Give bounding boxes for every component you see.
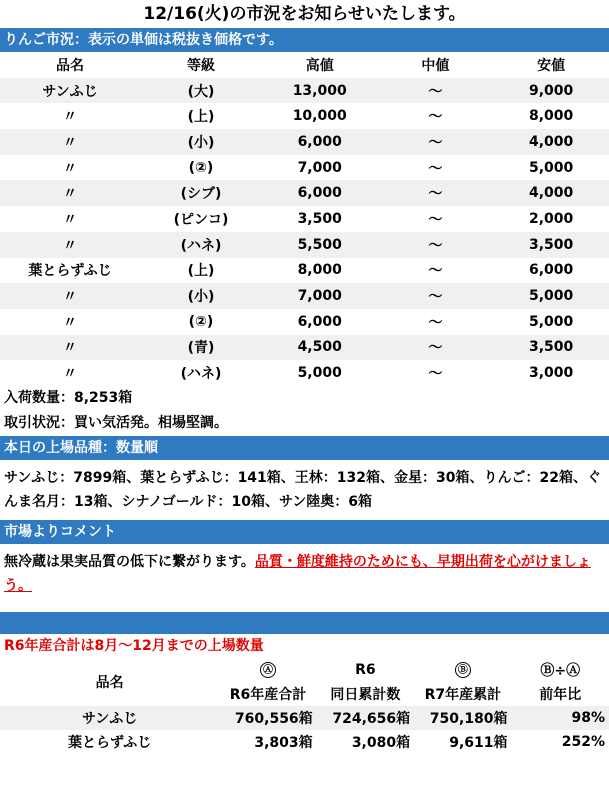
cell-mid: ～ — [428, 366, 443, 383]
cell-grade: (シブ) — [140, 180, 262, 206]
cell-low: 4,000 — [493, 129, 609, 155]
table-row — [0, 730, 609, 754]
apple-market-header: りんご市況：表示の単価は税抜き価格です。 — [0, 28, 609, 52]
summary-cell-ratio: 98% — [512, 706, 609, 730]
cell-mid: ～ — [378, 129, 494, 155]
summary-table — [0, 658, 609, 754]
cell-mid: ～ — [428, 211, 443, 228]
table-row — [0, 706, 609, 730]
table-row — [0, 155, 609, 181]
table-row — [0, 103, 609, 129]
varieties-text: サンふじ：7899箱、葉とらずふじ：141箱、王林：132箱、金星：30箱、りんご：22箱、ぐんま名月：13箱、シナノゴールド：10箱、サン陸奥：6箱 — [4, 469, 601, 510]
circled-b-icon: Ⓑ — [455, 662, 471, 678]
cell-low: 3,000 — [528, 365, 574, 382]
cell-grade: (ハネ) — [180, 366, 222, 383]
cell-mid: ～ — [378, 335, 494, 361]
header-high: 高値 — [305, 57, 334, 74]
cell-grade: (ピンコ) — [173, 211, 229, 228]
varieties-header: 本日の上場品種：数量順 — [0, 436, 609, 460]
cell-grade: (上) — [187, 263, 215, 280]
summary-cell-ratio: 252% — [561, 733, 605, 750]
page-title: 12/16(火)の市況をお知らせいたします。 — [143, 4, 466, 24]
table-row — [0, 180, 609, 206]
comment-text-highlight: 品質・鮮度維持のためにも、早期出荷を心がけましょう。 — [4, 553, 591, 594]
cell-mid: ～ — [378, 180, 494, 206]
table-row — [0, 335, 609, 361]
table-row — [0, 129, 609, 155]
cell-low: 6,000 — [528, 262, 574, 279]
comment-text — [0, 544, 609, 604]
cell-name: 〃 — [63, 109, 78, 126]
header-grade: 等級 — [186, 57, 215, 74]
price-table — [0, 52, 609, 386]
cell-mid: ～ — [428, 263, 443, 280]
header-low: 安値 — [537, 57, 566, 74]
cell-low: 5,000 — [493, 283, 609, 309]
summary-header-col2: 同日累計数 — [330, 686, 401, 703]
summary-header-col4-top: Ⓑ÷Ⓐ — [540, 662, 581, 679]
cell-name: サンふじ — [0, 78, 140, 104]
cell-high: 5,500 — [262, 232, 378, 258]
cell-low: 5,000 — [528, 159, 574, 176]
table-row — [0, 258, 609, 284]
cell-mid: ～ — [428, 160, 443, 177]
cell-grade: (小) — [140, 129, 262, 155]
cell-high: 5,000 — [297, 365, 342, 382]
table-row — [0, 232, 609, 258]
summary-header-col4: 前年比 — [539, 686, 582, 703]
summary-cell-total-r7: 9,611箱 — [449, 734, 508, 751]
cell-name: 〃 — [63, 366, 78, 383]
cell-high: 7,000 — [297, 159, 342, 176]
cell-name: 〃 — [63, 211, 78, 228]
cell-high: 4,500 — [262, 335, 378, 361]
price-table-header-row — [0, 52, 609, 78]
cell-high: 7,000 — [262, 283, 378, 309]
cell-mid: ～ — [378, 283, 494, 309]
cell-high: 6,000 — [262, 180, 378, 206]
circled-a-icon: Ⓐ — [260, 662, 276, 678]
summary-cell-total-r7: 750,180箱 — [414, 706, 511, 730]
spacer — [0, 604, 609, 612]
cell-low: 4,000 — [493, 180, 609, 206]
header-name: 品名 — [56, 57, 85, 74]
summary-header-top-row — [0, 658, 609, 682]
summary-cell-total-r6: 3,803箱 — [254, 734, 313, 751]
cell-grade: (青) — [140, 335, 262, 361]
cell-high: 6,000 — [297, 313, 342, 330]
cell-name: 〃 — [0, 232, 140, 258]
cell-mid: ～ — [428, 314, 443, 331]
cell-mid: ～ — [378, 232, 494, 258]
cell-name: 〃 — [0, 283, 140, 309]
trade-status: 取引状況：買い気活発。相場堅調。 — [4, 414, 228, 431]
cell-high: 8,000 — [297, 262, 342, 279]
comment-header: 市場よりコメント — [0, 520, 609, 544]
header-mid: 中値 — [421, 57, 450, 74]
summary-cell-total-r6: 760,556箱 — [219, 706, 316, 730]
summary-header-col3: R7年産累計 — [424, 686, 502, 703]
cell-low: 9,000 — [493, 78, 609, 104]
table-row — [0, 206, 609, 232]
cell-name: 〃 — [0, 180, 140, 206]
cell-high: 3,500 — [297, 210, 342, 227]
arrival-quantity: 入荷数量：8,253箱 — [4, 389, 133, 406]
comment-text-normal: 無冷蔵は果実品質の低下に繋がります。 — [4, 553, 255, 570]
cell-low: 2,000 — [528, 210, 574, 227]
cell-name: 〃 — [0, 129, 140, 155]
summary-header-col2-top: R6 — [355, 661, 376, 678]
cell-name: 葉とらずふじ — [28, 263, 112, 280]
table-row — [0, 360, 609, 386]
blank-header-bar — [0, 612, 609, 634]
summary-header-col1: R6年産合計 — [229, 686, 307, 703]
summary-cell-name: 葉とらずふじ — [67, 734, 152, 751]
cell-grade: (②) — [188, 159, 214, 176]
cell-mid: ～ — [428, 109, 443, 126]
table-row — [0, 283, 609, 309]
cell-name: 〃 — [63, 160, 78, 177]
summary-cell-same-day-r6: 3,080箱 — [351, 734, 411, 751]
cell-grade: (小) — [140, 283, 262, 309]
summary-cell-same-day-r6: 724,656箱 — [317, 706, 414, 730]
cell-name: 〃 — [63, 314, 78, 331]
cell-low: 3,500 — [493, 232, 609, 258]
table-row — [0, 78, 609, 104]
cell-grade: (大) — [140, 78, 262, 104]
cell-high: 10,000 — [292, 108, 347, 125]
cell-grade: (ハネ) — [140, 232, 262, 258]
cell-mid: ～ — [378, 78, 494, 104]
summary-header-name: 品名 — [95, 674, 124, 691]
cell-high: 13,000 — [262, 78, 378, 104]
cell-high: 6,000 — [262, 129, 378, 155]
summary-note: R6年産合計は8月～12月までの上場数量 — [4, 637, 264, 654]
table-row — [0, 309, 609, 335]
summary-cell-name: サンふじ — [0, 706, 219, 730]
cell-grade: (②) — [188, 313, 214, 330]
cell-low: 8,000 — [528, 108, 574, 125]
cell-low: 5,000 — [528, 313, 574, 330]
cell-low: 3,500 — [493, 335, 609, 361]
cell-grade: (上) — [187, 109, 215, 126]
cell-name: 〃 — [0, 335, 140, 361]
